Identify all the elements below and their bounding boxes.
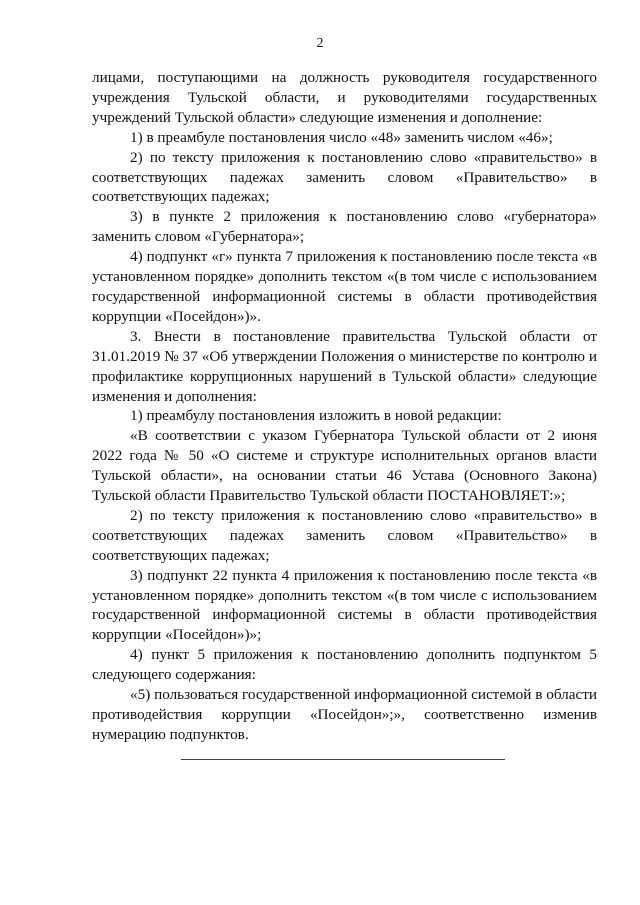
paragraph: 1) в преамбуле постановления число «48» заменить числом «46»; [130, 128, 553, 146]
paragraph: 2) по тексту приложения к постановлению слово «правительство» в соответствующих падежах заменить словом «Правительство» в соответствующих падежах; [92, 506, 597, 564]
page-number: 2 [316, 36, 324, 51]
end-divider-line [181, 759, 505, 760]
paragraph: 4) подпункт «г» пункта 7 приложения к постановлению после текста «в установленном порядке» дополнить текстом «(в том числе с использованием государственной информационной системы в области противодействия коррупции «Посейдон»)». [92, 248, 597, 325]
paragraph: 4) пункт 5 приложения к постановлению дополнить подпунктом 5 следующего содержания: [92, 646, 597, 684]
document-body [92, 68, 597, 745]
paragraph: «5) пользоваться государственной информационной системой в области противодействия коррупции «Посейдон»;», соответственно изменив нумерацию подпунктов. [92, 686, 597, 743]
paragraph: 1) преамбулу постановления изложить в новой редакции: [130, 407, 502, 425]
paragraph: 2) по тексту приложения к постановлению слово «правительство» в соответствующих падежах заменить словом «Правительство» в соответствующих падежах; [92, 148, 597, 206]
paragraph: 3. Внести в постановление правительства Тульской области от 31.01.2019 № 37 «Об утверждении Положения о министерстве по контролю и профилактике коррупционных нарушений в Тульской области» следующие изменения и дополнения: [92, 327, 597, 405]
paragraph: 3) в пункте 2 приложения к постановлению слово «губернатора» заменить словом «Губернатора»; [92, 208, 597, 246]
paragraph: лицами, поступающими на должность руководителя государственного учреждения Тульской области, и руководителями государственных учреждений Тульской области» следующие изменения и дополнение: [92, 69, 597, 126]
paragraph: «В соответствии с указом Губернатора Тульской области от 2 июня 2022 года № 50 «О системе и структуре исполнительных органов власти Тульской области», на основании статьи 46 Устава (Основного Закона) Тульской области Правительство Тульской области ПОСТАНОВЛЯЕТ:»; [92, 427, 597, 505]
paragraph: 3) подпункт 22 пункта 4 приложения к постановлению после текста «в установленном порядке» дополнить текстом «(в том числе с использованием государственной информационной системы в области противодействия коррупции «Посейдон»)»; [92, 566, 597, 644]
